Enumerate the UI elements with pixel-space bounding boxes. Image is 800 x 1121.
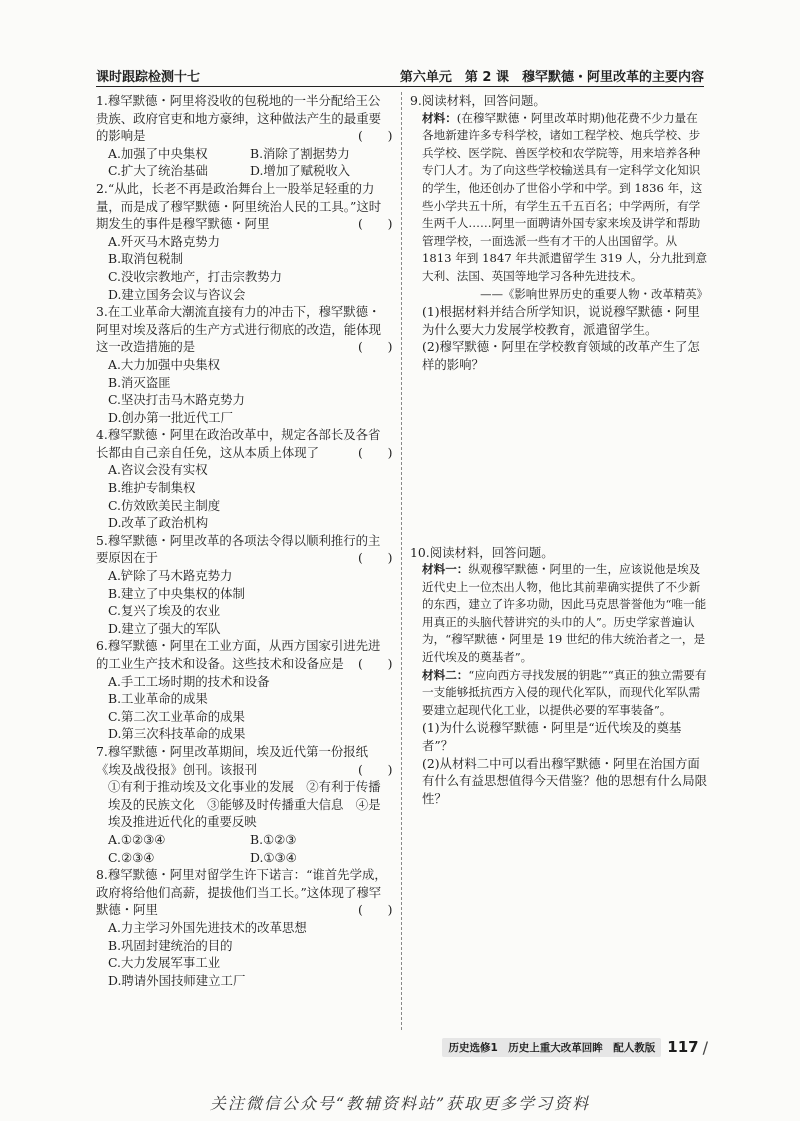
question-stem: 10.阅读材料，回答问题。 — [410, 544, 554, 560]
question-9 — [410, 92, 708, 374]
question-stem — [96, 180, 392, 233]
option-item: B.建立了中央集权的体制 — [108, 585, 245, 601]
material-block — [422, 110, 708, 286]
material-text: “应向西方寻找发展的钥匙”“真正的独立需要有一支能够抵抗西方入侵的现代化军队，而现代化军队需要建立起现代化工业，以提供必要的军事装备”。 — [422, 667, 707, 717]
option-item: A.加强了中央集权 — [108, 145, 208, 161]
option-item: A.①②③④ — [108, 831, 166, 847]
option-item: D.聘请外国技师建立工厂 — [108, 972, 246, 988]
option-item: C.扩大了统治基础 — [108, 163, 208, 179]
option-item: A.铲除了马木路克势力 — [108, 568, 233, 584]
option-item: C.坚决打击马木路克势力 — [108, 392, 245, 408]
option-item: A.歼灭马木路克势力 — [108, 233, 221, 249]
material-label: 材料： — [422, 110, 457, 125]
answer-paren: ( ) — [358, 216, 393, 232]
option-item: B.巩固封建统治的目的 — [108, 937, 233, 953]
question-stem — [96, 637, 392, 672]
header-title-left: 课时跟踪检测十七 — [96, 70, 201, 85]
answer-paren: ( ) — [358, 128, 393, 144]
left-column — [96, 92, 392, 989]
page-number: 117 — [667, 1038, 699, 1056]
answer-paren: ( ) — [358, 550, 393, 566]
question-8 — [96, 866, 392, 989]
page-header — [96, 64, 704, 87]
option-item: D.第三次科技革命的成果 — [108, 726, 246, 742]
statement-list: ①有利于推动埃及文化事业的发展 ②有利于传播埃及的民族文化 ③能够及时传播重大信息 ④是埃及推进近代化的重要反映 — [108, 779, 381, 830]
answer-space — [410, 374, 708, 544]
option-item: A.咨议会没有实权 — [108, 462, 208, 478]
question-stem — [96, 303, 392, 356]
column-divider — [401, 92, 402, 1030]
option-row — [108, 162, 392, 180]
question-stem — [96, 866, 392, 919]
option-item: C.没收宗教地产，打击宗教势力 — [108, 268, 283, 284]
material-block-1 — [422, 561, 708, 667]
option-item: D.创办第一批近代工厂 — [108, 409, 233, 425]
sub-question-1: (1)根据材料并结合所学知识，说说穆罕默德・阿里为什么要大力发展学校教育，派遣留学生。 — [422, 304, 700, 337]
option-row — [108, 145, 392, 163]
material-source: ——《影响世界历史的重要人物・改革精英》 — [480, 286, 708, 301]
question-5 — [96, 532, 392, 638]
question-stem — [96, 92, 392, 145]
option-item: D.建立国务会议与咨议会 — [108, 286, 246, 302]
book-title-badge: 历史选修1 历史上重大改革回眸 配人教版 — [442, 1038, 661, 1057]
option-item: B.消灭盗匪 — [108, 374, 171, 390]
question-text: 7.穆罕默德・阿里改革期间，埃及近代第一份报纸《埃及战役报》创刊。该报刊 — [96, 743, 369, 777]
question-text: 1.穆罕默德・阿里将没收的包税地的一半分配给王公贵族、政府官吏和地方豪绅，这种做法产生的最重要的影响是 — [96, 93, 381, 144]
material-text: (在穆罕默德・阿里改革时期)他花费不少力量在各地新建许多专科学校，诸如工程学校、炮兵学校、步兵学校、医学院、兽医学校和农学院等，用来培养各种专门人才。为了向这些学校输送具有一定科学文化知识的学生，他还创办了世俗小学和中学。到 1836 年，这些小学共五十所，有学生五千五百名；中学两所，有学生两千人……阿里一面聘请外国专家来埃及讲学和帮助管理学校，一面选派一些有才干的人出国留学。从 1813 年到 1847 年共派遣留学生 319 人，分九批到意大利、法国、英国等地学习各种先进技术。 — [422, 110, 708, 283]
option-item: C.第二次工业革命的成果 — [108, 708, 245, 724]
question-7 — [96, 743, 392, 866]
answer-paren: ( ) — [358, 902, 393, 918]
option-item: C.②③④ — [108, 849, 155, 865]
sub-question-2: (2)从材料二中可以看出穆罕默德・阿里在治国方面有什么有益思想值得今天借鉴？他的思想有什么局限性？ — [422, 755, 707, 806]
question-text: 6.穆罕默德・阿里在工业方面，从西方国家引进先进的工业生产技术和设备。这些技术和设备应是 — [96, 638, 381, 671]
question-text: 2.“从此，长老不再是政治舞台上一股举足轻重的力量，而是成了穆罕默德・阿里统治人民的工具。”这时期发生的事件是穆罕默德・阿里 — [96, 180, 382, 232]
question-6 — [96, 637, 392, 743]
header-title-right: 第六单元 第 2 课 穆罕默德・阿里改革的主要内容 — [399, 70, 704, 85]
option-row — [108, 831, 392, 849]
sub-question-1: (1)为什么说穆罕默德・阿里是“近代埃及的奠基者”？ — [422, 720, 682, 754]
question-text: 4.穆罕默德・阿里在政治改革中，规定各部长及各省长都由自己亲自任免，这从本质上体现了 — [96, 427, 381, 460]
answer-paren: ( ) — [358, 444, 393, 460]
option-item: D.改革了政治机构 — [108, 515, 209, 531]
question-1 — [96, 92, 392, 180]
page-slash: / — [702, 1037, 708, 1057]
option-list — [108, 831, 392, 866]
material-text: 纵观穆罕默德・阿里的一生，应该说他是埃及近代史上一位杰出人物，他比其前辈确实提供了不少新的东西，建立了许多功勋，因此马克思誉誉他为“唯一能用真正的头脑代替讲究的头巾的人”。历史学家普遍认为，“穆罕默德・阿里是 19 世纪的伟大统治者之一，是近代埃及的奠基者”。 — [422, 562, 707, 665]
option-list — [108, 461, 392, 531]
question-text: 8.穆罕默德・阿里对留学生许下诺言：“谁首先学成，政府将给他们高薪，提拔他们当工长。”这体现了穆罕默德・阿里 — [96, 867, 387, 918]
question-stem — [96, 426, 392, 461]
sub-question-2: (2)穆罕默德・阿里在学校教育领域的改革产生了怎样的影响？ — [422, 339, 700, 372]
option-list — [108, 145, 392, 180]
material-block-2 — [422, 667, 708, 720]
option-item: A.手工工场时期的技术和设备 — [108, 673, 270, 689]
material-label: 材料一： — [422, 562, 469, 577]
option-list — [108, 233, 392, 303]
answer-paren: ( ) — [358, 761, 393, 777]
option-item: A.力主学习外国先进技术的改革思想 — [108, 919, 307, 935]
question-stem: 9.阅读材料，回答问题。 — [410, 93, 546, 108]
option-list — [108, 356, 392, 426]
question-3 — [96, 303, 392, 426]
option-item: A.大力加强中央集权 — [108, 356, 221, 372]
option-list — [108, 919, 392, 989]
option-item: C.大力发展军事工业 — [108, 955, 221, 971]
answer-paren: ( ) — [358, 339, 393, 355]
option-item: D.建立了强大的军队 — [108, 620, 221, 636]
option-list — [108, 567, 392, 637]
right-column — [410, 92, 708, 807]
page-footer — [442, 1036, 708, 1058]
option-list — [108, 673, 392, 743]
question-4 — [96, 426, 392, 532]
watermark-text: 关注微信公众号“教辅资料站”获取更多学习资料 — [209, 1094, 591, 1113]
option-item: D.增加了赋税收入 — [250, 163, 351, 179]
question-text: 5.穆罕默德・阿里改革的各项法令得以顺利推行的主要原因在于 — [96, 532, 381, 566]
option-item: B.维护专制集权 — [108, 480, 196, 496]
option-item: D.①③④ — [250, 849, 297, 865]
material-label: 材料二： — [422, 667, 469, 682]
option-item: C.复兴了埃及的农业 — [108, 603, 221, 619]
option-item: B.工业革命的成果 — [108, 691, 208, 707]
question-stem — [96, 532, 392, 567]
option-item: B.消除了割据势力 — [250, 145, 350, 161]
question-2 — [96, 180, 392, 303]
option-row — [108, 849, 392, 867]
question-text: 3.在工业革命大潮流直接有力的冲击下，穆罕默德・阿里对埃及落后的生产方式进行彻底的改造，能体现这一改造措施的是 — [96, 304, 381, 355]
option-item: C.仿效欧美民主制度 — [108, 497, 221, 513]
question-10 — [410, 544, 708, 808]
answer-paren: ( ) — [358, 656, 393, 671]
option-item: B.①②③ — [250, 831, 297, 847]
question-stem — [96, 743, 392, 778]
option-item: B.取消包税制 — [108, 251, 183, 267]
